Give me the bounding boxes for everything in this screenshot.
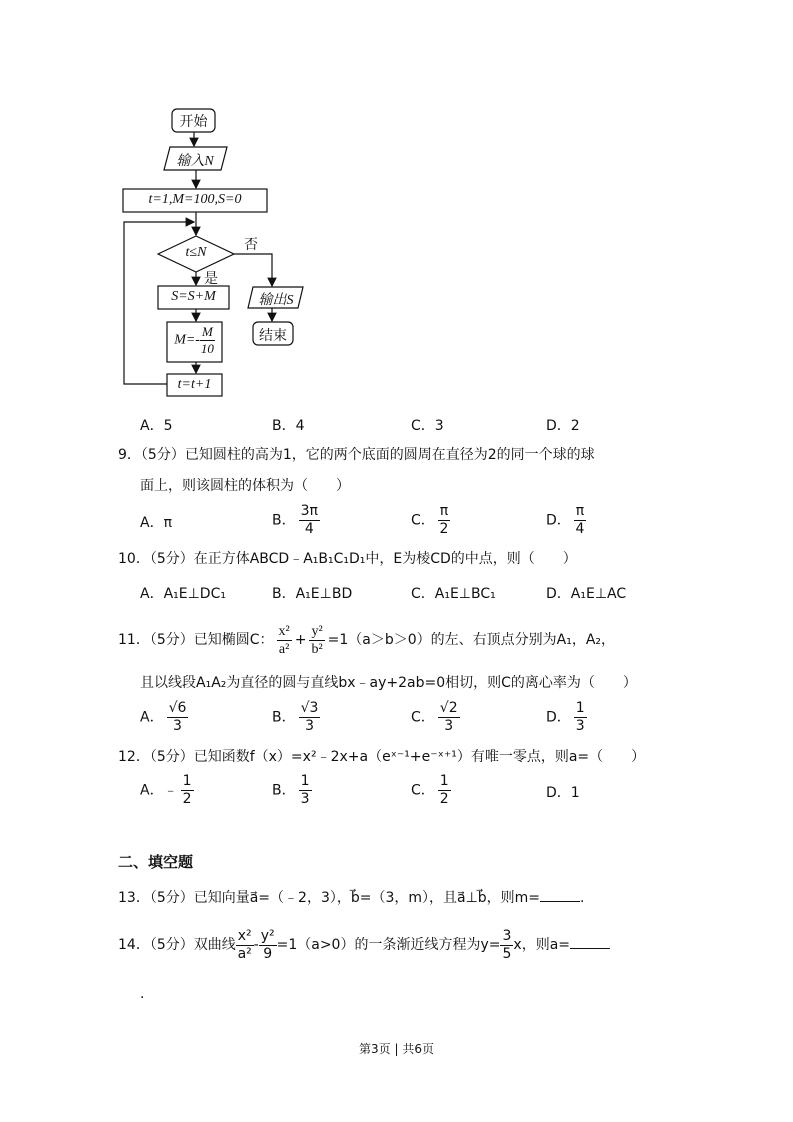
num: 3 xyxy=(502,927,512,944)
flow-start: 开始 xyxy=(179,114,208,130)
q12-option-a xyxy=(140,773,197,808)
label: A．﹣ xyxy=(140,782,178,799)
q12-option-d: D．1 xyxy=(546,785,580,801)
q11-line1 xyxy=(118,620,615,660)
num: y² xyxy=(311,623,323,639)
q14-pre: 14．（5分）双曲线 xyxy=(118,937,236,953)
flow-step-t: t=t+1 xyxy=(177,377,212,392)
q12-option-b xyxy=(272,773,315,808)
den: 3 xyxy=(305,718,314,734)
den: 2 xyxy=(439,791,449,807)
plus: + xyxy=(294,632,307,648)
q11-option-b xyxy=(272,700,323,735)
q12-option-c xyxy=(411,773,454,808)
den: 9 xyxy=(263,945,273,962)
q9-option-a: A．π xyxy=(140,515,173,531)
flow-init: t=1,M=100,S=0 xyxy=(148,192,242,207)
flow-end: 结束 xyxy=(259,328,287,344)
num: 1 xyxy=(182,773,192,789)
label: D． xyxy=(546,709,571,726)
label: B． xyxy=(272,782,296,799)
q10-line: 10．（5分）在正方体ABCD﹣A₁B₁C₁D₁中，E为棱CD的中点，则（ ） xyxy=(118,551,577,567)
minus: - xyxy=(253,937,259,953)
flow-output: 输出S xyxy=(258,293,294,308)
q12-line: 12．（5分）已知函数f（x）=x²﹣2x+a（eˣ⁻¹+e⁻ˣ⁺¹）有唯一零点，则a=（ ） xyxy=(118,749,646,765)
num: π xyxy=(575,503,585,519)
q11-option-d xyxy=(546,700,590,735)
q13-text: 13．（5分）已知向量a⃗=（﹣2，3），b⃗=（3，m），且a⃗⊥b⃗，则m= xyxy=(118,890,541,906)
q10-option-b: B．A₁E⊥BD xyxy=(272,586,353,602)
num: √6 xyxy=(168,700,187,716)
num: y² xyxy=(260,927,275,944)
label: B． xyxy=(272,709,296,726)
num: x² xyxy=(237,927,252,944)
num: 1 xyxy=(300,773,310,789)
answer-blank[interactable] xyxy=(570,936,610,949)
q14-period: . xyxy=(140,986,145,1002)
q14-line xyxy=(118,925,610,965)
q14-post: x，则a= xyxy=(513,937,571,953)
num: √3 xyxy=(300,700,319,716)
flow-step-sum: S=S+M xyxy=(171,289,216,304)
num: 1 xyxy=(439,773,449,789)
step-m-lhs: M=- xyxy=(174,332,200,348)
flow-input: 输入N xyxy=(176,154,214,169)
den: 2 xyxy=(439,521,449,537)
label: C． xyxy=(411,709,435,726)
flow-yes-label: 是 xyxy=(204,272,218,287)
q9-option-b xyxy=(272,503,323,538)
num: √2 xyxy=(439,700,458,716)
den: 4 xyxy=(304,521,314,537)
q11-option-c xyxy=(411,700,463,735)
page-footer: 第3页 | 共6页 xyxy=(359,1042,434,1056)
q10-option-c: C．A₁E⊥BC₁ xyxy=(411,586,496,602)
num: π xyxy=(439,503,449,519)
den: 3 xyxy=(575,718,585,734)
label: D． xyxy=(546,512,571,529)
q14-mid: =1（a>0）的一条渐近线方程为y= xyxy=(276,937,501,953)
den: 2 xyxy=(182,791,192,807)
den: 5 xyxy=(502,945,512,962)
den: b² xyxy=(311,641,323,657)
q13-line xyxy=(118,889,585,907)
num: 1 xyxy=(575,700,585,716)
q11-line2: 且以线段A₁A₂为直径的圆与直线bx﹣ay+2ab=0相切，则C的离心率为（ ） xyxy=(140,675,637,691)
flow-step-m xyxy=(167,324,222,357)
q9-option-d xyxy=(546,503,589,538)
num: x² xyxy=(278,623,290,639)
step-m-den: 10 xyxy=(200,341,214,356)
den: 4 xyxy=(575,521,585,537)
den: a² xyxy=(278,641,290,657)
label: C． xyxy=(411,512,435,529)
q8-option-b: B．4 xyxy=(272,418,305,434)
flow-no-label: 否 xyxy=(244,238,258,253)
answer-blank[interactable] xyxy=(540,889,580,902)
q11-post: =1（a＞b＞0）的左、右顶点分别为A₁，A₂， xyxy=(327,632,616,648)
flow-condition: t≤N xyxy=(185,245,207,260)
label: A． xyxy=(140,709,164,726)
den: 3 xyxy=(444,718,454,734)
section-heading: 二、填空题 xyxy=(118,853,194,871)
den: 3 xyxy=(173,718,182,734)
label: C． xyxy=(411,782,435,799)
den: 3 xyxy=(300,791,310,807)
den: a² xyxy=(237,945,252,962)
step-m-num: M xyxy=(201,324,213,339)
q8-option-c: C．3 xyxy=(411,418,444,434)
q9-line2: 面上，则该圆柱的体积为（ ） xyxy=(140,478,350,494)
num: 3π xyxy=(300,503,318,519)
q9-option-c xyxy=(411,503,453,538)
q9-line1: 9．（5分）已知圆柱的高为1，它的两个底面的圆周在直径为2的同一个球的球 xyxy=(118,447,595,463)
period: . xyxy=(580,890,585,906)
q11-option-a xyxy=(140,700,191,735)
q10-option-d: D．A₁E⊥AC xyxy=(546,586,627,602)
flowchart-diagram xyxy=(0,0,793,420)
label: B． xyxy=(272,512,296,529)
q10-option-a: A．A₁E⊥DC₁ xyxy=(140,586,226,602)
q8-option-a: A．5 xyxy=(140,418,173,434)
q11-pre: 11．（5分）已知椭圆C： xyxy=(118,632,274,648)
q8-option-d: D．2 xyxy=(546,418,580,434)
